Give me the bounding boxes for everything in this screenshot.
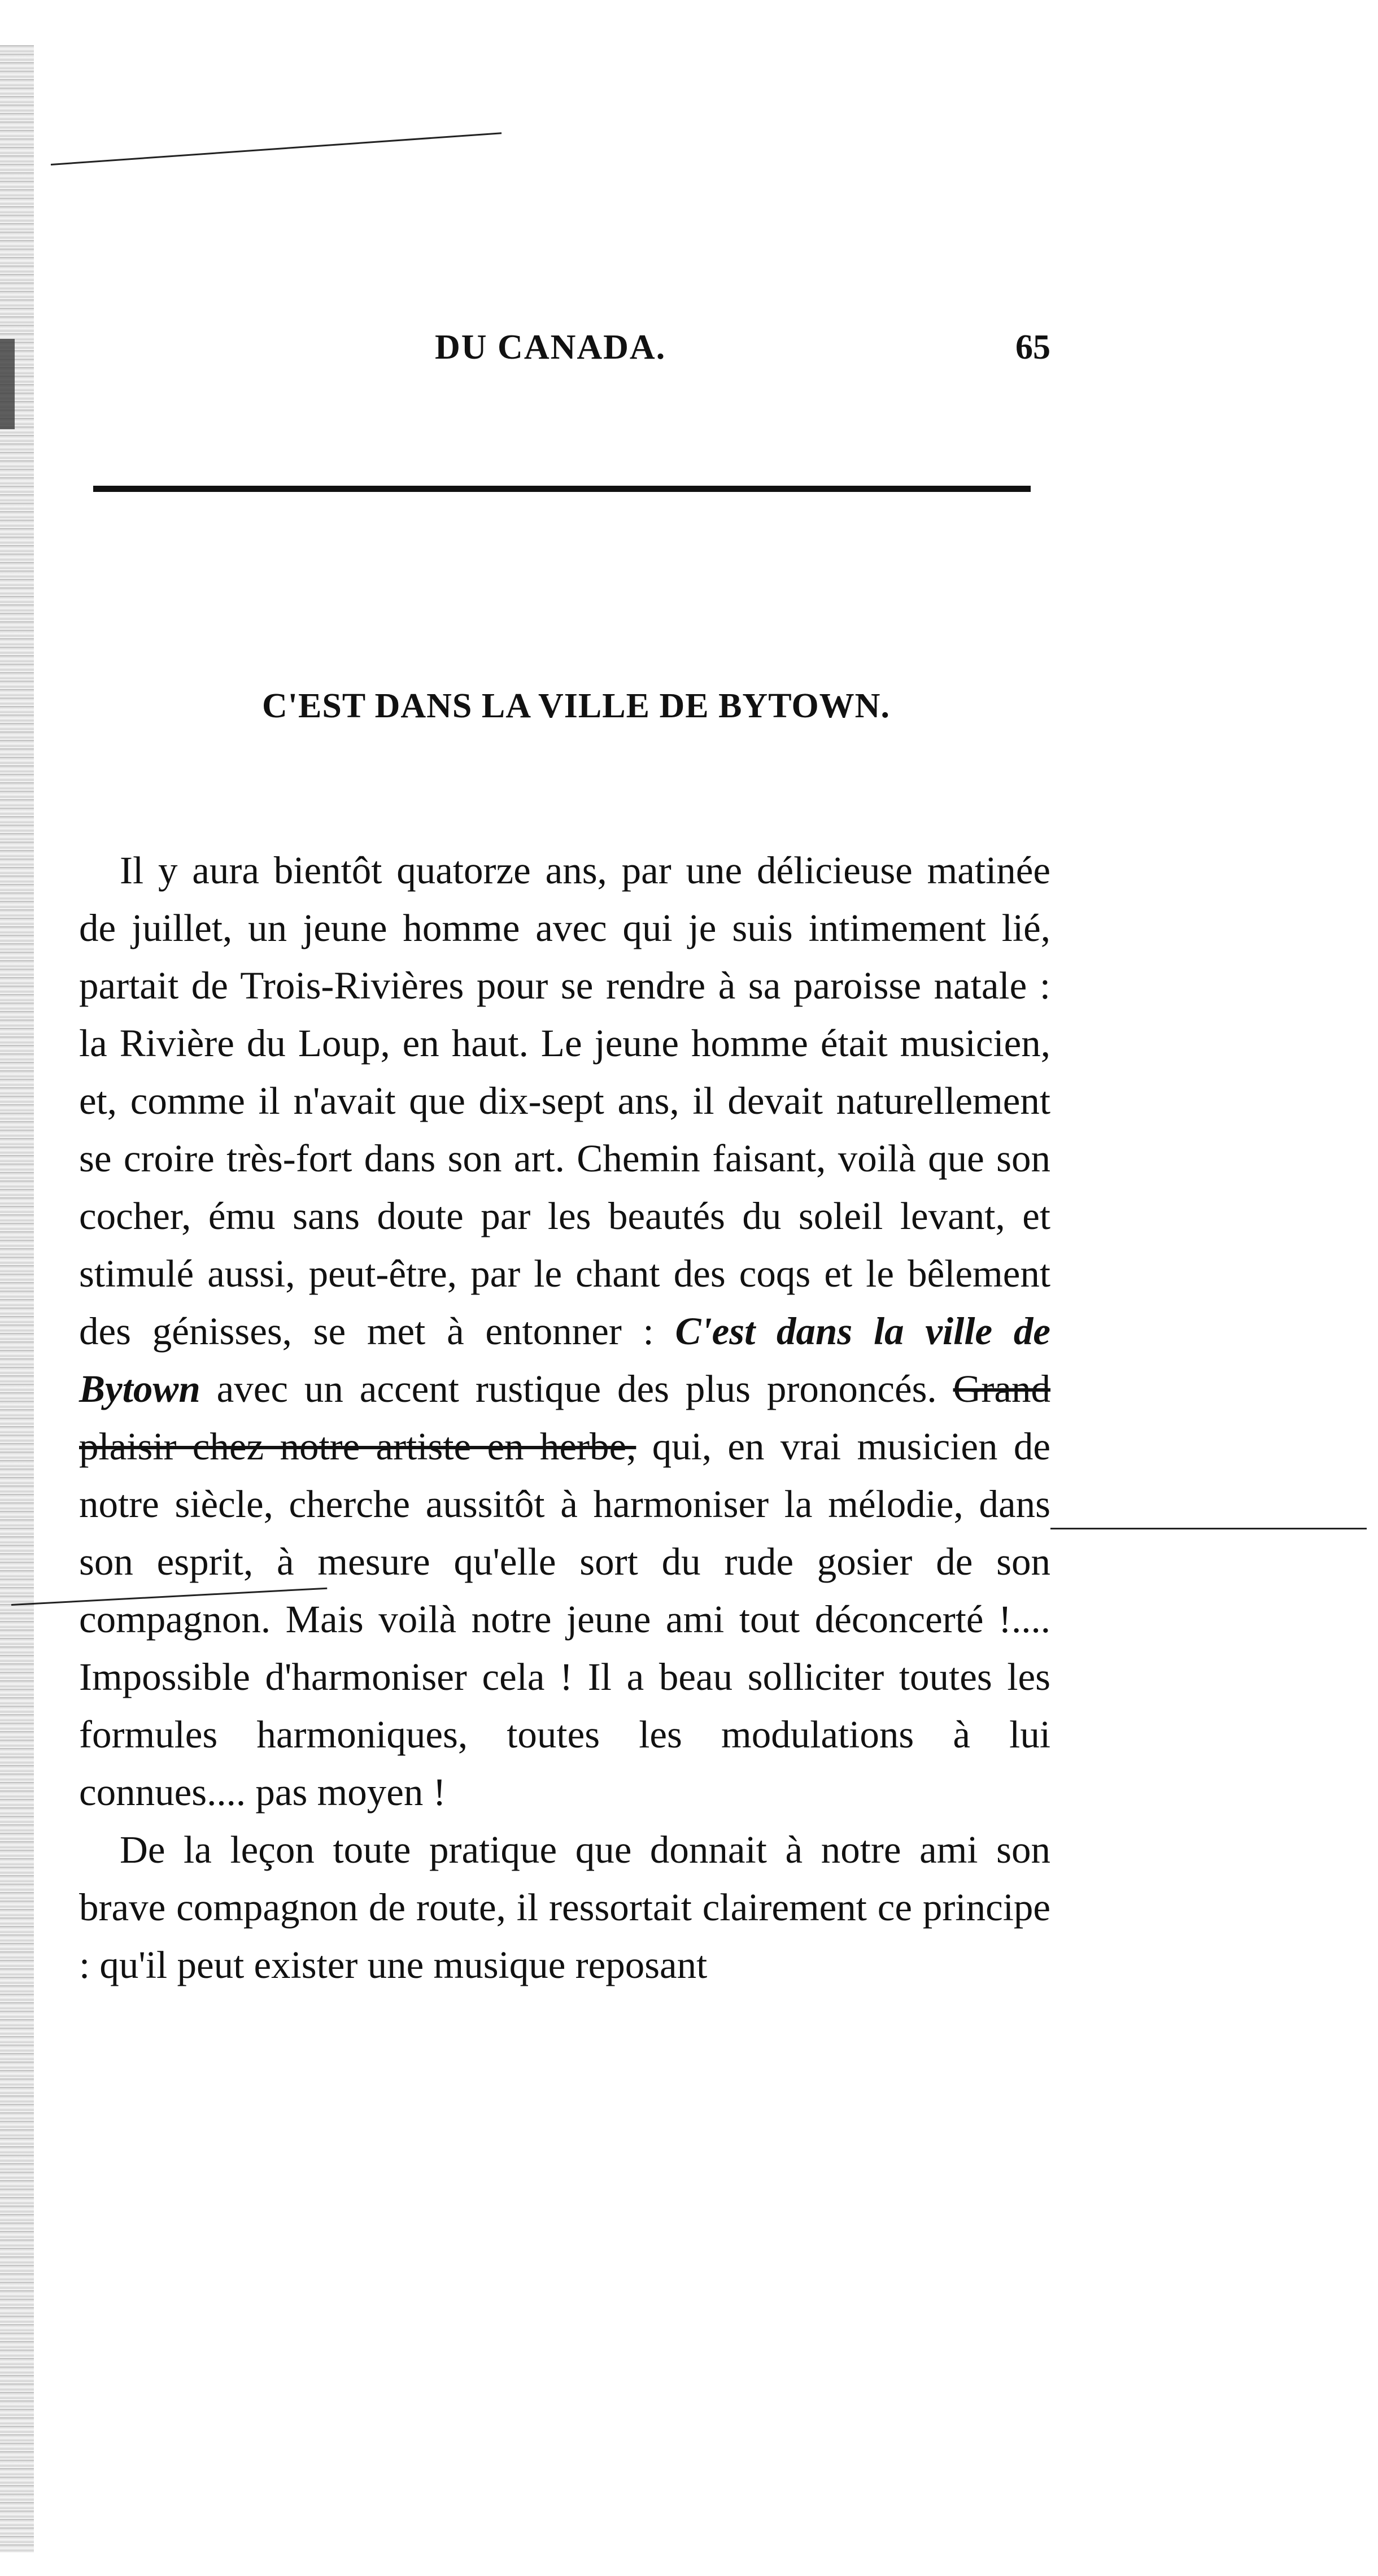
paragraph-1-text-a: Il y aura bientôt quatorze ans, par une délicieuse matinée de juillet, un jeune homme avec qui je suis intimement lié, partait de Trois-Rivières pour se rendre à sa paroisse natale : la Rivière du Loup, en haut. Le jeune homme était musicien, et, comme il n'avait que dix-sept ans, il devait naturellement se croire très-fort dans son art. Chemin faisant, voilà que son cocher, ému sans doute par les beautés du soleil levant, et stimulé aussi, peut-être, par le chant des coqs et le bêlement des génisses, se met à entonner :	[79, 849, 1050, 1353]
paragraph-1	[79, 842, 1050, 1821]
scan-gutter-mark	[0, 339, 15, 429]
paragraph-1-text-c: qui, en vrai musicien de notre siècle, cherche aussitôt à harmoniser la mélodie, dans son esprit, à mesure qu'elle sort du rude gosier de son compagnon. Mais voilà notre jeune ami tout déconcerté !.... Impossible d'harmoniser cela ! Il a beau solliciter toutes les formules harmoniques, toutes les modulations à lui connues.... pas moyen !	[79, 1425, 1050, 1814]
paragraph-1-text-b: avec un accent rustique des plus prononcés.	[216, 1367, 937, 1410]
stray-pen-line-margin	[1050, 1528, 1367, 1529]
page-number: 65	[1015, 328, 1050, 367]
page-header	[79, 328, 1050, 373]
body-text	[79, 842, 1050, 1994]
running-title: DU CANADA.	[435, 328, 666, 367]
header-rule	[93, 486, 1031, 492]
song-title: C'est dans la ville de Bytown	[79, 1310, 1050, 1410]
struck-through-text: Grand plaisir chez notre artiste en herbe,	[79, 1367, 1051, 1468]
stray-pen-line-top	[51, 132, 502, 165]
paragraph-2: De la leçon toute pratique que donnait à notre ami son brave compagnon de route, il ressortait clairement ce principe : qu'il peut exister une musique reposant	[79, 1828, 1050, 1986]
chapter-title: C'EST DANS LA VILLE DE BYTOWN.	[262, 687, 890, 725]
